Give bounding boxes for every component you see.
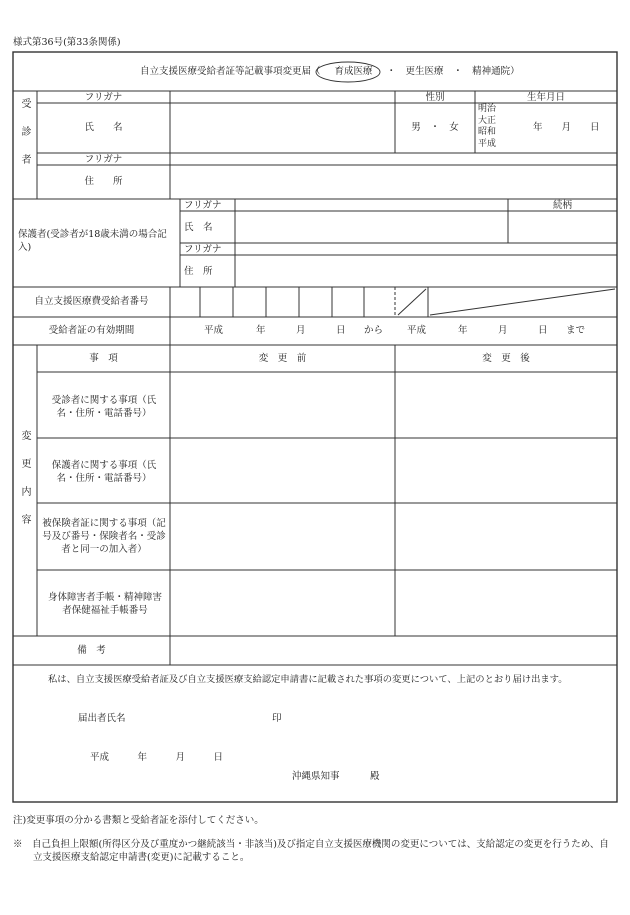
guardian-address-label: 住 所 <box>184 266 213 277</box>
remarks-field[interactable] <box>171 637 616 664</box>
address-furigana-label: フリガナ <box>84 154 123 165</box>
title-dot: ・ <box>453 66 463 77</box>
validity-month-2: 月 <box>498 325 508 336</box>
change-after-field[interactable] <box>396 571 616 635</box>
validity-month-1: 月 <box>296 325 306 336</box>
sex-options[interactable]: 男 ・ 女 <box>411 122 459 133</box>
honorific: 殿 <box>370 771 380 782</box>
title-suffix: ） <box>510 66 520 77</box>
change-row-label: 受診者に関する事項（氏名・住所・電話番号） <box>51 395 157 419</box>
change-row-label: 保護者に関する事項（氏名・住所・電話番号） <box>51 460 157 484</box>
addressee: 沖縄県知事 <box>292 771 340 782</box>
note-attachment: 注)変更事項の分かる書類と受給者証を添付してください。 <box>13 815 264 826</box>
changes-before-header: 変 更 前 <box>258 353 307 364</box>
change-row-label: 被保険者証に関する事項（記号及び番号・保険者名・受診者と同一の加入者） <box>42 518 166 555</box>
seal-mark: 印 <box>272 713 282 724</box>
changes-side-label: 変更内容 <box>19 430 30 542</box>
guardian-address-field[interactable] <box>236 256 616 286</box>
dob-label: 生年月日 <box>526 92 565 103</box>
change-before-field[interactable] <box>171 373 394 437</box>
applicant-name-field[interactable] <box>140 708 265 726</box>
dob-fields[interactable]: 年 月 日 <box>533 122 600 133</box>
validity-until: まで <box>566 325 586 336</box>
title-dot: ・ <box>386 66 397 77</box>
changes-after-header: 変 更 後 <box>482 353 530 364</box>
validity-year-1: 年 <box>256 325 266 336</box>
title-option-selected[interactable]: 育成医療 <box>334 66 373 77</box>
form-title <box>140 66 520 78</box>
title-prefix: 自立支援医療受給者証等記載事項変更届（ <box>140 66 321 77</box>
declaration-text: 私は、自立支援医療受給者証及び自立支援医療支給認定申請書に記載された事項の変更について、上記のとおり届け出ます。 <box>48 674 568 685</box>
change-before-field[interactable] <box>171 439 394 502</box>
era-item: 大正 <box>478 115 497 126</box>
change-row-label: 身体障害者手帳・精神障害者保健福祉手帳番号 <box>47 592 162 616</box>
title-option-3[interactable]: 精神通院 <box>472 66 511 77</box>
patient-side-label: 受診者 <box>19 98 30 182</box>
remarks-label: 備 考 <box>77 645 106 656</box>
changes-item-header: 事 項 <box>89 353 118 364</box>
patient-address-field[interactable] <box>171 166 616 198</box>
validity-day-1: 日 <box>336 325 346 336</box>
era-list[interactable] <box>478 104 502 150</box>
title-option-2[interactable]: 更生医療 <box>405 66 444 77</box>
patient-name-field[interactable] <box>171 104 394 152</box>
change-before-field[interactable] <box>171 571 394 635</box>
era-item: 平成 <box>478 138 497 149</box>
validity-day-2: 日 <box>538 325 548 336</box>
change-after-field[interactable] <box>396 439 616 502</box>
guardian-name-label: 氏 名 <box>184 222 213 233</box>
patient-name-label: 氏 名 <box>84 122 123 133</box>
change-after-field[interactable] <box>396 373 616 437</box>
note-remark: ※ 自己負担上限額(所得区分及び重度かつ継続該当・非該当)及び指定自立支援医療機関の変更については、支給認定の変更を行うため、自立支援医療支給認定申請書(変更)に記載すること。 <box>13 839 609 863</box>
validity-label: 受給者証の有効期間 <box>48 325 135 336</box>
form-number: 様式第36号(第33条関係) <box>13 37 121 48</box>
sex-label: 性別 <box>425 92 445 103</box>
submission-date[interactable]: 平成 年 月 日 <box>90 752 224 763</box>
era-item: 昭和 <box>478 127 497 137</box>
change-after-field[interactable] <box>396 504 616 569</box>
guardian-address-furigana-label: フリガナ <box>184 244 222 255</box>
validity-from: から <box>364 325 384 336</box>
guardian-label: 保護者(受診者が18歳未満の場合記入) <box>18 229 167 253</box>
applicant-label: 届出者氏名 <box>78 713 126 724</box>
guardian-furigana-label: フリガナ <box>184 200 222 211</box>
guardian-name-field[interactable] <box>236 212 507 242</box>
patient-address-label: 住 所 <box>84 176 123 187</box>
era-item: 明治 <box>478 104 497 114</box>
change-before-field[interactable] <box>171 504 394 569</box>
relation-label: 続柄 <box>552 200 572 211</box>
patient-furigana-label: フリガナ <box>84 92 123 103</box>
validity-from-era: 平成 <box>204 325 224 336</box>
validity-year-2: 年 <box>458 325 468 336</box>
recipient-number-label: 自立支援医療費受給者番号 <box>34 296 149 307</box>
validity-to-era: 平成 <box>407 325 427 336</box>
